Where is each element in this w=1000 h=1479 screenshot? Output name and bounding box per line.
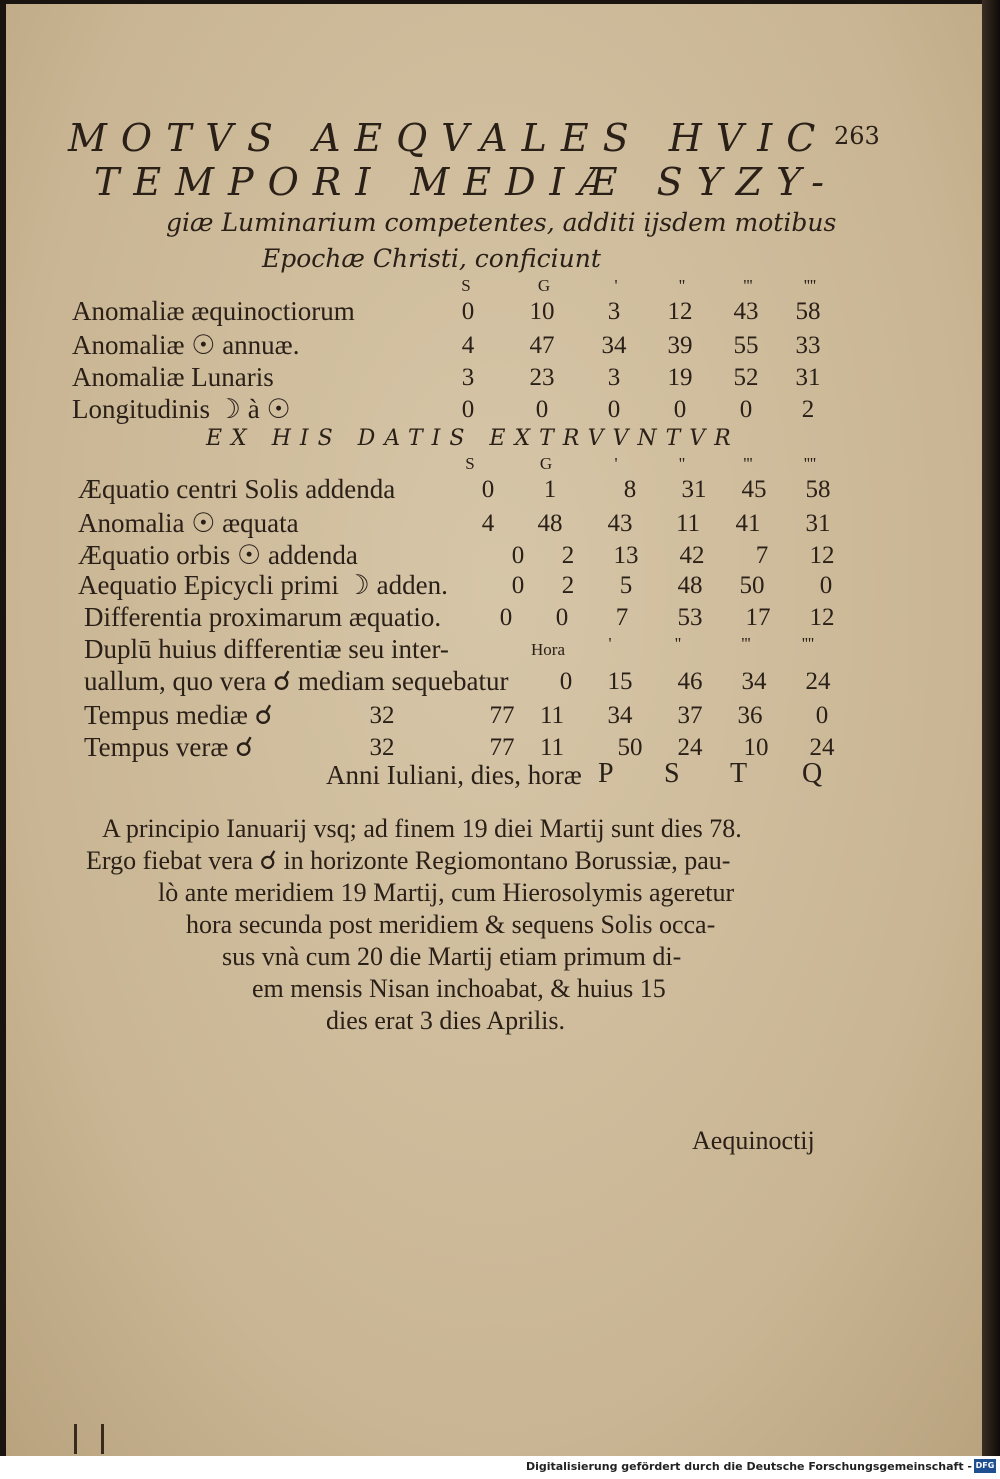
table2-cell: 0 xyxy=(555,604,569,631)
table2-cell: 45 xyxy=(741,476,767,503)
catchword: Aequinoctij xyxy=(692,1126,815,1155)
duplum-header-fourth: '''' xyxy=(801,634,815,653)
table2-cell: 53 xyxy=(677,604,703,631)
paragraph-line: hora secunda post meridiem & sequens Solis occa- xyxy=(186,910,716,939)
duplum-cell: 24 xyxy=(805,668,831,695)
table1-header-s: S xyxy=(461,276,471,295)
table1-row-label: Anomaliæ æquinoctiorum xyxy=(72,296,355,326)
tempus-cell: 0 xyxy=(815,702,829,729)
paragraph-line: em mensis Nisan inchoabat, & huius 15 xyxy=(252,974,666,1003)
table2-cell: 48 xyxy=(537,510,563,537)
table2-cell: 13 xyxy=(613,542,639,569)
table1-cell: 12 xyxy=(667,298,693,325)
tempus-cell: 50 xyxy=(617,734,643,761)
table1-cell: 19 xyxy=(667,364,693,391)
table2-cell: 2 xyxy=(561,542,575,569)
title-line-2: TEMPORI MEDIÆ SYZY- xyxy=(94,160,838,204)
table1-cell: 31 xyxy=(795,364,821,391)
table2-cell: 43 xyxy=(607,510,633,537)
table1-cell: 0 xyxy=(739,396,753,423)
table2-cell: 7 xyxy=(755,542,769,569)
table2-cell: 50 xyxy=(739,572,765,599)
table1-cell: 2 xyxy=(801,396,815,423)
table1-row-label: Longitudinis ☽ à ☉ xyxy=(72,394,291,424)
table1-cell: 55 xyxy=(733,332,759,359)
table2-header-third: ''' xyxy=(743,454,753,473)
page-edge xyxy=(982,0,1000,1479)
table2-cell: 42 xyxy=(679,542,705,569)
table2-cell: 31 xyxy=(805,510,831,537)
tempus-footer-label: Anni Iuliani, dies, horæ xyxy=(326,760,582,790)
duplum-line-1: Duplū huius differentiæ seu inter- xyxy=(84,634,449,664)
table2-row-label: Æquatio orbis ☉ addenda xyxy=(78,540,358,570)
tempus-cell: 77 xyxy=(489,702,515,729)
table2-cell: 0 xyxy=(819,572,833,599)
table2-header-sec: '' xyxy=(678,454,686,473)
table1-cell: 23 xyxy=(529,364,555,391)
table2-cell: 7 xyxy=(615,604,629,631)
table1-cell: 58 xyxy=(795,298,821,325)
table2-row-label: Aequatio Epicycli primi ☽ adden. xyxy=(78,570,448,600)
table1-cell: 33 xyxy=(795,332,821,359)
table1-cell: 43 xyxy=(733,298,759,325)
table1-header-min: ' xyxy=(614,276,618,295)
table2-cell: 17 xyxy=(745,604,771,631)
dfg-logo-icon: DFG xyxy=(974,1459,996,1473)
tempus-letter: Q xyxy=(802,758,823,789)
table1-header-third: ''' xyxy=(743,276,753,295)
tempus-cell: 24 xyxy=(809,734,835,761)
duplum-header-third: ''' xyxy=(741,634,751,653)
paragraph-line: Ergo fiebat vera ☌ in horizonte Regiomontano Borussiæ, pau- xyxy=(86,846,731,875)
paragraph-line: lò ante meridiem 19 Martij, cum Hierosolymis ageretur xyxy=(158,878,735,907)
paragraph-line: dies erat 3 dies Aprilis. xyxy=(326,1006,566,1035)
table2-cell: 11 xyxy=(675,510,701,537)
book-page xyxy=(6,4,982,1456)
table1-cell: 3 xyxy=(461,364,475,391)
tempus-cell: 32 xyxy=(369,702,395,729)
title-line-1: MOTVS AEQVALES HVIC xyxy=(68,116,830,160)
tempus-row-label: Tempus mediæ ☌ xyxy=(84,700,273,730)
duplum-line-2: uallum, quo vera ☌ mediam sequebatur xyxy=(84,666,509,696)
title-line-3: giæ Luminarium competentes, additi ijsdem motibus xyxy=(166,208,837,237)
title-line-4: Epochæ Christi, conficiunt xyxy=(262,244,601,273)
table2-cell: 2 xyxy=(561,572,575,599)
paragraph-line: A principio Ianuarij vsq; ad finem 19 diei Martij sunt dies 78. xyxy=(102,814,742,843)
table1-cell: 10 xyxy=(529,298,555,325)
table2-cell: 12 xyxy=(809,604,835,631)
table2-header-min: ' xyxy=(614,454,618,473)
duplum-cell: 0 xyxy=(559,668,573,695)
table2-row-label: Differentia proximarum æquatio. xyxy=(84,602,442,632)
table2-header-g: G xyxy=(539,454,553,473)
tempus-cell: 34 xyxy=(607,702,633,729)
table2-cell: 4 xyxy=(481,510,495,537)
table1-header-sec: '' xyxy=(678,276,686,295)
tempus-cell: 32 xyxy=(369,734,395,761)
tempus-cell: 24 xyxy=(677,734,703,761)
table2-cell: 8 xyxy=(623,476,637,503)
tempus-letter: P xyxy=(598,758,614,789)
table1-cell: 39 xyxy=(667,332,693,359)
tempus-cell: 11 xyxy=(539,702,565,729)
subheading: EX HIS DATIS EXTRVVNTVR xyxy=(206,426,740,451)
duplum-header-hora: Hora xyxy=(531,640,565,659)
table1-cell: 34 xyxy=(601,332,627,359)
table2-header-s: S xyxy=(465,454,475,473)
duplum-cell: 34 xyxy=(741,668,767,695)
table1-cell: 0 xyxy=(461,298,475,325)
table2-cell: 0 xyxy=(511,572,525,599)
table1-cell: 47 xyxy=(529,332,555,359)
duplum-header-min: ' xyxy=(608,634,612,653)
duplum-cell: 15 xyxy=(607,668,633,695)
table1-row-label: Anomaliæ Lunaris xyxy=(72,362,274,392)
table2-row-label: Æquatio centri Solis addenda xyxy=(78,474,396,504)
table2-cell: 41 xyxy=(735,510,761,537)
tempus-cell: 36 xyxy=(737,702,763,729)
tempus-letter: T xyxy=(730,758,748,789)
binding-mark xyxy=(74,1424,104,1454)
tempus-cell: 10 xyxy=(743,734,769,761)
table2-cell: 0 xyxy=(499,604,513,631)
table2-cell: 12 xyxy=(809,542,835,569)
footer-credit: Digitalisierung gefördert durch die Deutsche Forschungsgemeinschaft - xyxy=(525,1460,972,1473)
table2-cell: 5 xyxy=(619,572,633,599)
table2-cell: 48 xyxy=(677,572,703,599)
table1-cell: 3 xyxy=(607,364,621,391)
table2-row-label: Anomalia ☉ æquata xyxy=(78,508,299,538)
table2-cell: 0 xyxy=(481,476,495,503)
table2-cell: 58 xyxy=(805,476,831,503)
table1-cell: 0 xyxy=(535,396,549,423)
tempus-cell: 11 xyxy=(539,734,565,761)
table2-cell: 31 xyxy=(681,476,707,503)
table1-cell: 4 xyxy=(461,332,475,359)
tempus-cell: 77 xyxy=(489,734,515,761)
table1-cell: 0 xyxy=(673,396,687,423)
table1-cell: 52 xyxy=(733,364,759,391)
table1-cell: 0 xyxy=(607,396,621,423)
table1-row-label: Anomaliæ ☉ annuæ. xyxy=(72,330,300,360)
table2-header-fourth: '''' xyxy=(803,454,817,473)
tempus-row-label: Tempus veræ ☌ xyxy=(84,732,254,762)
table2-cell: 1 xyxy=(543,476,557,503)
paragraph-line: sus vnà cum 20 die Martij etiam primum di- xyxy=(222,942,682,971)
table1-cell: 0 xyxy=(461,396,475,423)
tempus-cell: 37 xyxy=(677,702,703,729)
table1-cell: 3 xyxy=(607,298,621,325)
tempus-letter: S xyxy=(664,758,680,789)
table1-header-g: G xyxy=(537,276,551,295)
page-number: 263 xyxy=(834,122,880,150)
duplum-header-sec: '' xyxy=(674,634,682,653)
duplum-cell: 46 xyxy=(677,668,703,695)
table1-header-fourth: '''' xyxy=(803,276,817,295)
footer-strip xyxy=(0,1456,1000,1479)
table2-cell: 0 xyxy=(511,542,525,569)
